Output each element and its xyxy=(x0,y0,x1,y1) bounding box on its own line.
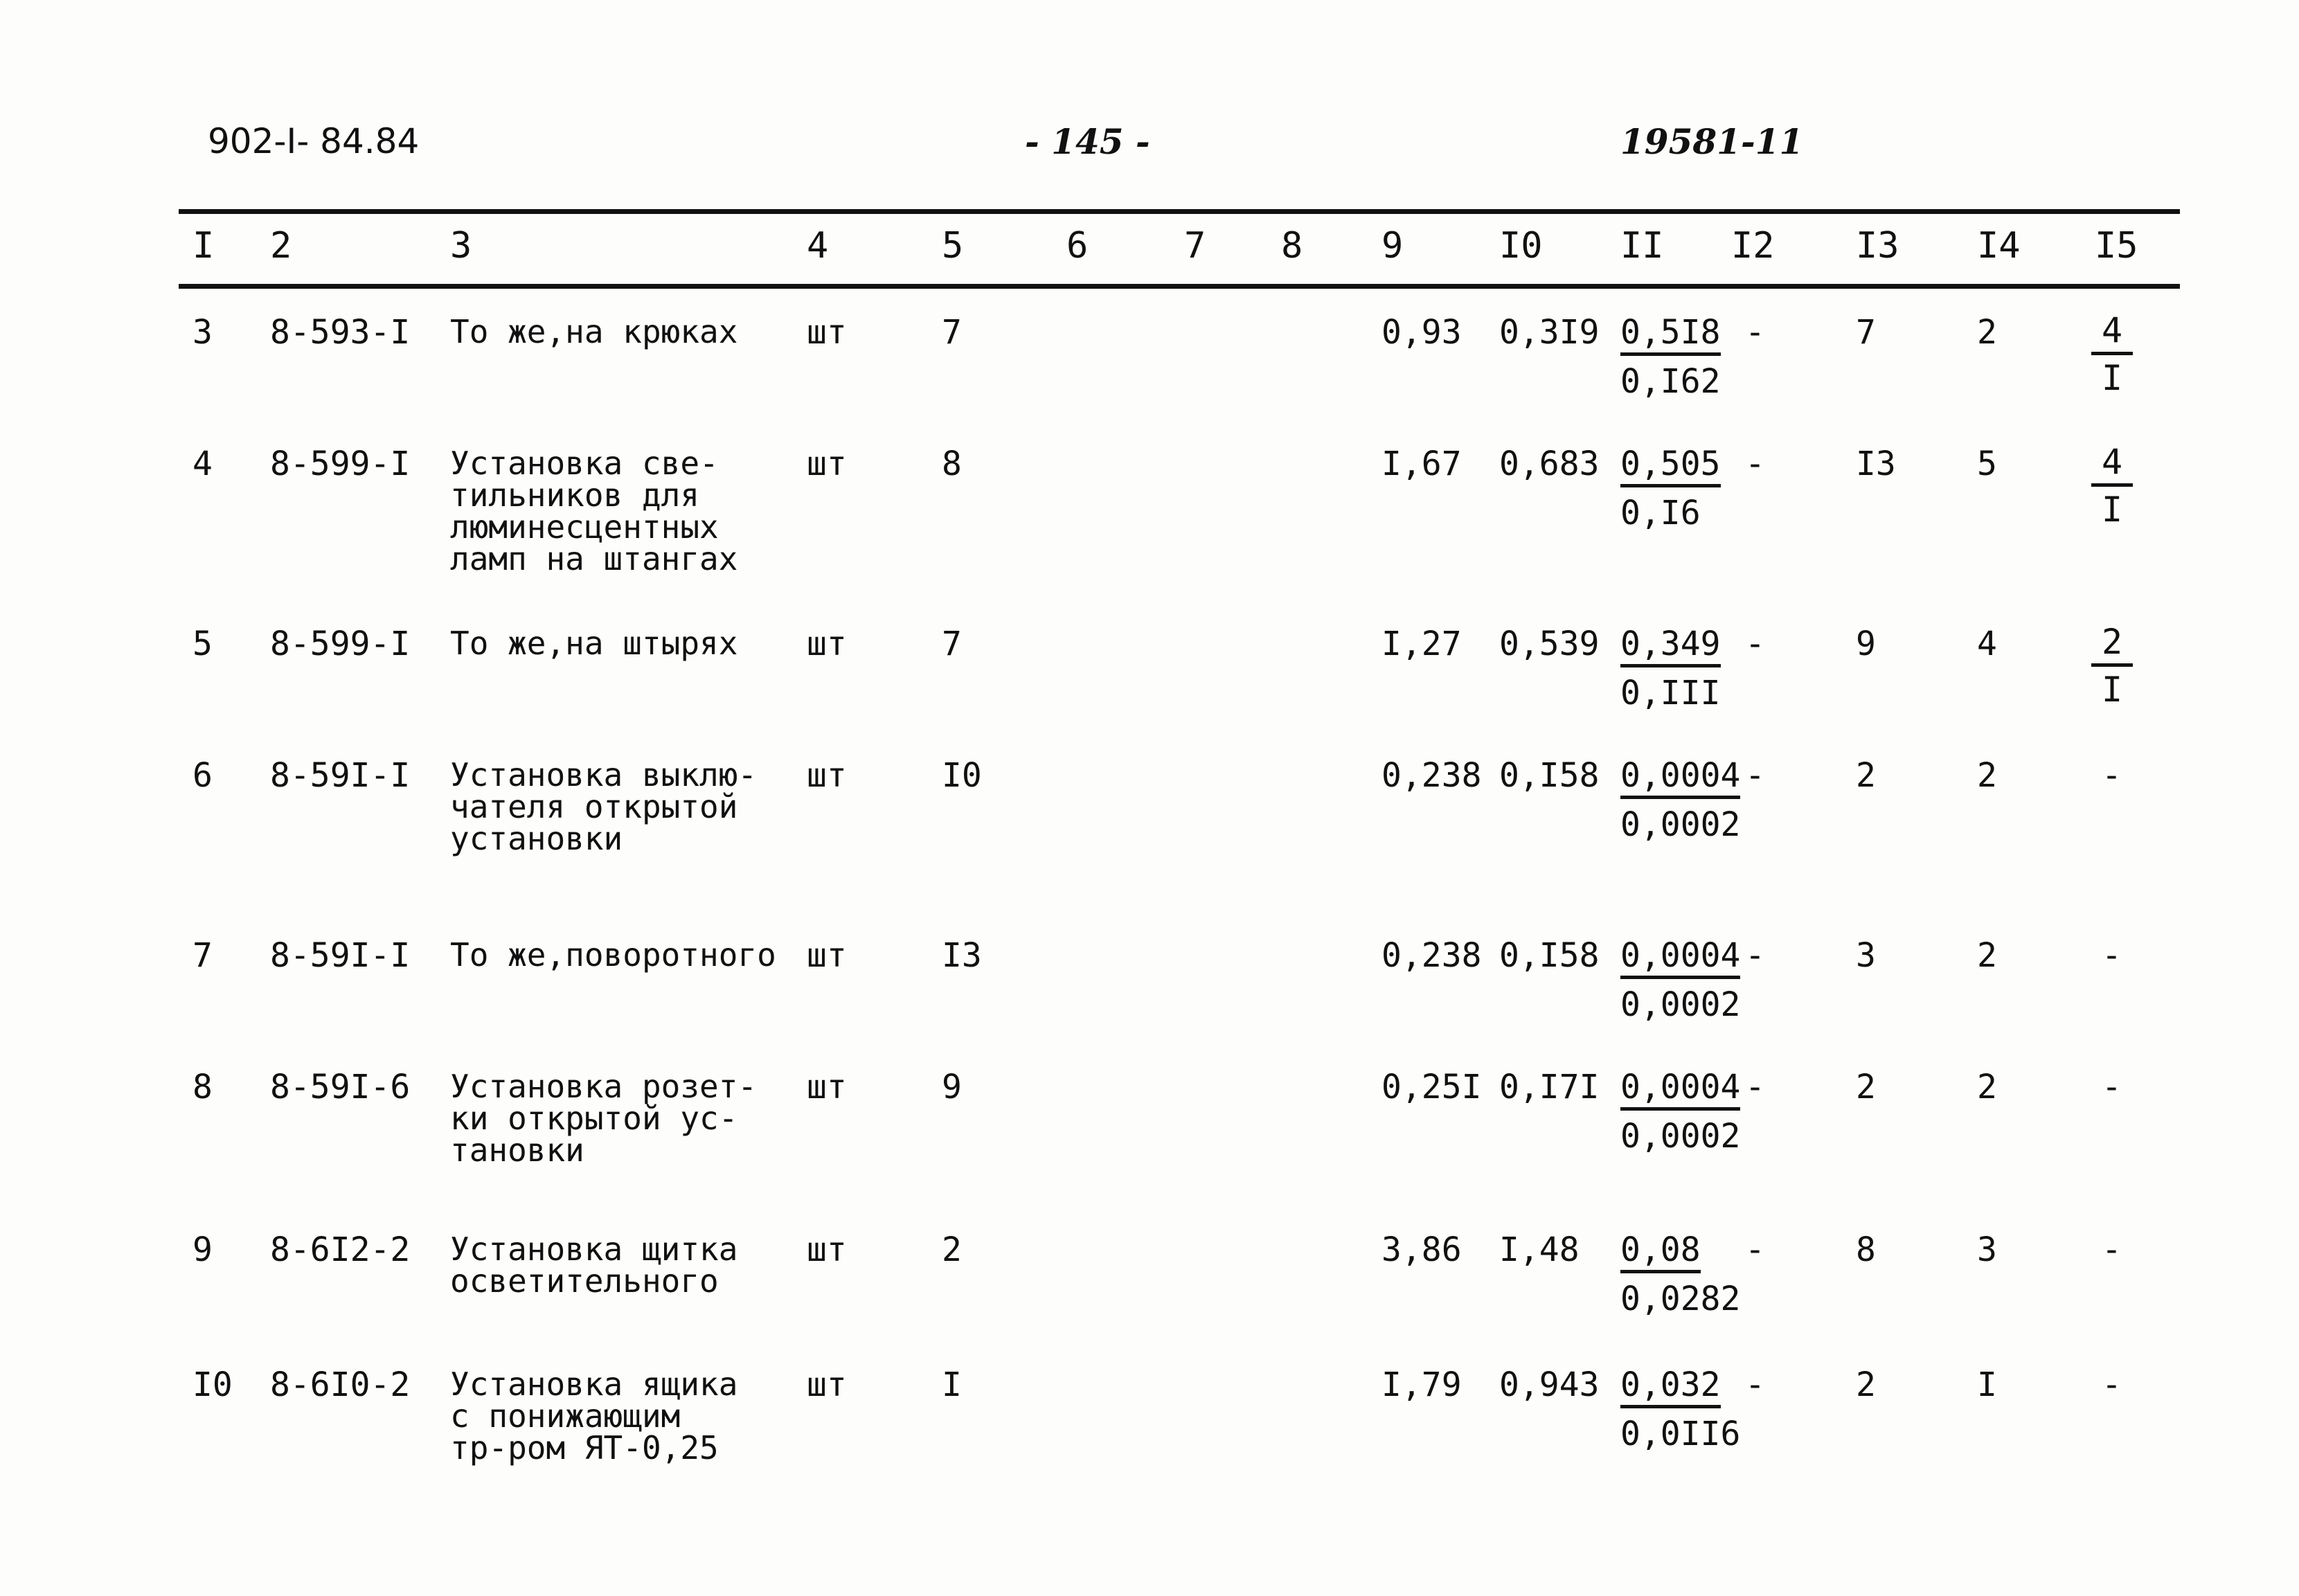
col-15-numerator: 4 xyxy=(2091,312,2133,355)
unit: шт xyxy=(807,1365,847,1404)
column-header-3: 3 xyxy=(450,225,472,267)
work-description-line: установки xyxy=(450,820,623,857)
work-description-line: осветительного xyxy=(450,1262,719,1300)
quantity: 7 xyxy=(942,625,962,663)
column-header-1: I xyxy=(193,225,215,267)
value-col-14: 2 xyxy=(1977,756,1997,795)
value-col-9: 0,238 xyxy=(1381,756,1482,795)
table-header-rule xyxy=(179,284,2180,289)
value-col-9: I,67 xyxy=(1381,445,1462,483)
column-header-11: II xyxy=(1620,225,1664,267)
row-number: I0 xyxy=(193,1365,233,1404)
work-description-line: То же,поворотного xyxy=(450,936,776,974)
rate-code: 8-59I-I xyxy=(270,756,411,795)
value-col-14: 3 xyxy=(1977,1230,1997,1269)
column-header-8: 8 xyxy=(1281,225,1303,267)
value-col-13: 2 xyxy=(1856,1068,1876,1106)
work-description-line: Установка выклю- xyxy=(450,756,758,793)
value-col-10: 0,943 xyxy=(1499,1365,1600,1404)
value-col-15-fraction xyxy=(2091,312,2133,397)
value-col-12: - xyxy=(1745,1230,1765,1269)
unit: шт xyxy=(807,936,847,975)
column-header-7: 7 xyxy=(1184,225,1206,267)
col-11-denominator: 0,0II6 xyxy=(1620,1415,1741,1453)
rate-code: 8-599-I xyxy=(270,625,411,663)
row-number: 4 xyxy=(193,445,213,483)
work-description-line: ки открытой ус- xyxy=(450,1100,738,1137)
rate-code: 8-599-I xyxy=(270,445,411,483)
value-col-11-fraction xyxy=(1620,447,1721,530)
quantity: 8 xyxy=(942,445,962,483)
column-header-15: I5 xyxy=(2095,225,2138,267)
value-col-12: - xyxy=(1745,756,1765,795)
row-number: 3 xyxy=(193,313,213,352)
value-col-13: 2 xyxy=(1856,756,1876,795)
value-col-13: 8 xyxy=(1856,1230,1876,1269)
unit: шт xyxy=(807,313,847,352)
work-description-line: ламп на штангах xyxy=(450,540,738,577)
value-col-15: - xyxy=(2102,936,2122,975)
value-col-9: 0,238 xyxy=(1381,936,1482,975)
row-number: 9 xyxy=(193,1230,213,1269)
value-col-10: 0,3I9 xyxy=(1499,313,1600,352)
value-col-9: 0,93 xyxy=(1381,313,1462,352)
value-col-10: 0,683 xyxy=(1499,445,1600,483)
value-col-14: 4 xyxy=(1977,625,1997,663)
column-header-13: I3 xyxy=(1856,225,1899,267)
column-header-14: I4 xyxy=(1977,225,2021,267)
column-header-12: I2 xyxy=(1731,225,1775,267)
value-col-14: I xyxy=(1977,1365,1997,1404)
work-description-line: чателя открытой xyxy=(450,788,738,825)
work-description-line: с понижающим xyxy=(450,1397,681,1435)
column-header-2: 2 xyxy=(270,225,292,267)
unit: шт xyxy=(807,445,847,483)
value-col-10: 0,539 xyxy=(1499,625,1600,663)
value-col-13: 2 xyxy=(1856,1365,1876,1404)
col-11-denominator: 0,III xyxy=(1620,674,1721,712)
value-col-9: 3,86 xyxy=(1381,1230,1462,1269)
value-col-9: I,79 xyxy=(1381,1365,1462,1404)
quantity: I xyxy=(942,1365,962,1404)
column-header-6: 6 xyxy=(1066,225,1089,267)
col-11-numerator: 0,505 xyxy=(1620,447,1721,487)
value-col-10: 0,I58 xyxy=(1499,936,1600,975)
work-description-line: Установка ящика xyxy=(450,1365,738,1403)
table-top-rule xyxy=(179,209,2180,214)
value-col-11-fraction xyxy=(1620,627,1721,710)
unit: шт xyxy=(807,625,847,663)
value-col-15-fraction xyxy=(2091,623,2133,708)
work-description-line: тильников для xyxy=(450,476,700,514)
col-11-denominator: 0,0002 xyxy=(1620,985,1741,1024)
value-col-10: I,48 xyxy=(1499,1230,1580,1269)
value-col-12: - xyxy=(1745,625,1765,663)
value-col-10: 0,I58 xyxy=(1499,756,1600,795)
rate-code: 8-6I2-2 xyxy=(270,1230,411,1269)
value-col-13: I3 xyxy=(1856,445,1896,483)
value-col-12: - xyxy=(1745,445,1765,483)
col-11-denominator: 0,0002 xyxy=(1620,805,1741,844)
row-number: 7 xyxy=(193,936,213,975)
value-col-12: - xyxy=(1745,313,1765,352)
column-header-4: 4 xyxy=(807,225,829,267)
value-col-15-fraction xyxy=(2091,443,2133,528)
column-header-9: 9 xyxy=(1381,225,1404,267)
quantity: I0 xyxy=(942,756,982,795)
page-number: - 145 - xyxy=(1025,121,1150,162)
doc-code: 902-I- 84.84 xyxy=(208,121,420,161)
col-15-denominator: I xyxy=(2101,358,2123,398)
quantity: 7 xyxy=(942,313,962,352)
col-15-denominator: I xyxy=(2101,670,2123,710)
value-col-14: 2 xyxy=(1977,936,1997,975)
col-15-numerator: 4 xyxy=(2091,443,2133,487)
value-col-13: 7 xyxy=(1856,313,1876,352)
rate-code: 8-593-I xyxy=(270,313,411,352)
row-number: 5 xyxy=(193,625,213,663)
value-col-14: 2 xyxy=(1977,313,1997,352)
work-description-line: тановки xyxy=(450,1131,584,1169)
value-col-9: 0,25I xyxy=(1381,1068,1482,1106)
col-15-numerator: 2 xyxy=(2091,623,2133,667)
col-11-denominator: 0,I6 xyxy=(1620,494,1701,532)
work-description-line: тр-ром ЯТ-0,25 xyxy=(450,1429,719,1467)
value-col-9: I,27 xyxy=(1381,625,1462,663)
unit: шт xyxy=(807,1230,847,1269)
col-11-numerator: 0,5I8 xyxy=(1620,315,1721,356)
col-11-numerator: 0,0004 xyxy=(1620,758,1740,799)
value-col-12: - xyxy=(1745,936,1765,975)
value-col-13: 3 xyxy=(1856,936,1876,975)
quantity: 2 xyxy=(942,1230,962,1269)
work-description-line: То же,на крюках xyxy=(450,313,738,350)
row-number: 6 xyxy=(193,756,213,795)
value-col-11-fraction xyxy=(1620,1232,1740,1316)
value-col-10: 0,I7I xyxy=(1499,1068,1600,1106)
value-col-13: 9 xyxy=(1856,625,1876,663)
work-description-line: Установка розет- xyxy=(450,1068,758,1105)
col-11-denominator: 0,I62 xyxy=(1620,362,1721,401)
col-15-denominator: I xyxy=(2101,490,2123,530)
column-header-10: I0 xyxy=(1499,225,1543,267)
work-description-line: То же,на штырях xyxy=(450,625,738,662)
work-description-line: Установка све- xyxy=(450,445,719,482)
rate-code: 8-59I-I xyxy=(270,936,411,975)
value-col-11-fraction xyxy=(1620,938,1740,1022)
unit: шт xyxy=(807,756,847,795)
value-col-15: - xyxy=(2102,1068,2122,1106)
value-col-11-fraction xyxy=(1620,1070,1740,1154)
rate-code: 8-59I-6 xyxy=(270,1068,411,1106)
value-col-15: - xyxy=(2102,756,2122,795)
col-11-denominator: 0,0282 xyxy=(1620,1280,1741,1318)
row-number: 8 xyxy=(193,1068,213,1106)
quantity: I3 xyxy=(942,936,982,975)
column-header-5: 5 xyxy=(942,225,964,267)
col-11-numerator: 0,0004 xyxy=(1620,938,1740,979)
work-description-line: люминесцентных xyxy=(450,508,719,546)
col-11-denominator: 0,0002 xyxy=(1620,1117,1741,1156)
value-col-12: - xyxy=(1745,1365,1765,1404)
value-col-15: - xyxy=(2102,1365,2122,1404)
col-11-numerator: 0,0004 xyxy=(1620,1070,1740,1111)
value-col-14: 2 xyxy=(1977,1068,1997,1106)
unit: шт xyxy=(807,1068,847,1106)
col-11-numerator: 0,349 xyxy=(1620,627,1721,667)
value-col-11-fraction xyxy=(1620,1365,1741,1453)
value-col-15: - xyxy=(2102,1230,2122,1269)
value-col-11-fraction xyxy=(1620,315,1721,399)
work-description-line: Установка щитка xyxy=(450,1230,738,1268)
value-col-11-fraction xyxy=(1620,758,1740,842)
value-col-14: 5 xyxy=(1977,445,1997,483)
col-11-numerator: 0,08 xyxy=(1620,1232,1701,1273)
value-col-12: - xyxy=(1745,1068,1765,1106)
col-11-numerator: 0,032 xyxy=(1620,1368,1721,1408)
rate-code: 8-6I0-2 xyxy=(270,1365,411,1404)
inventory-number: 19581-11 xyxy=(1620,121,1804,162)
quantity: 9 xyxy=(942,1068,962,1106)
